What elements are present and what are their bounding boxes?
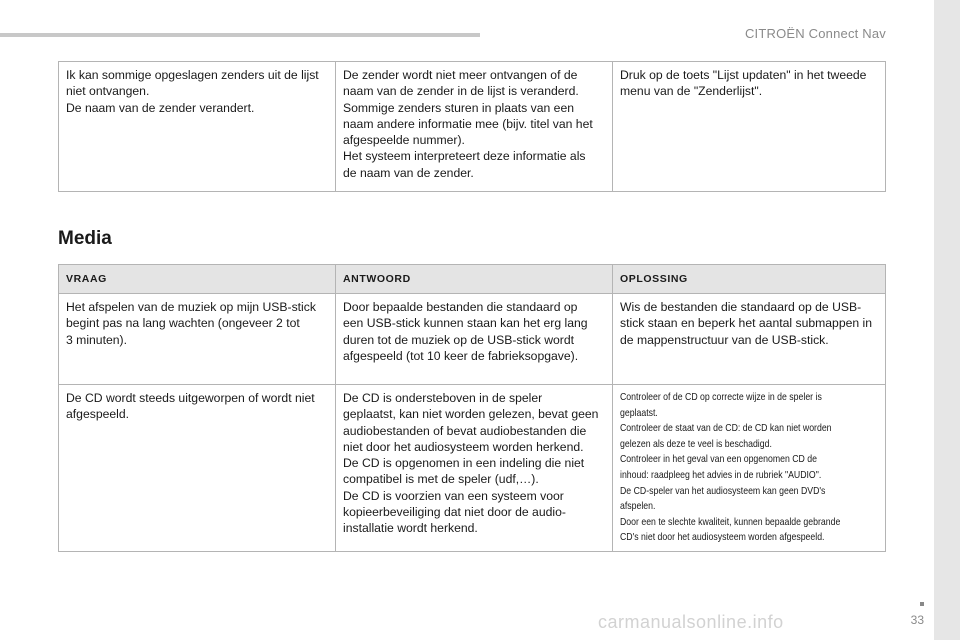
- section-title: Media: [58, 228, 112, 249]
- text-line: stick staan en beperk het aantal submappen in: [620, 316, 873, 331]
- text-line: de naam van de zender.: [343, 165, 474, 180]
- problem-cell: [59, 385, 336, 552]
- watermark: carmanualsonline.info: [598, 612, 784, 632]
- text-line: De CD is voorzien van een systeem voor: [343, 488, 564, 503]
- text-line: Het afspelen van de muziek op mijn USB-stick: [66, 300, 316, 314]
- text-line: inhoud: raadpleeg het advies in de rubriek "AUDIO".: [620, 469, 822, 481]
- text-line: De CD-speler van het audiosysteem kan geen DVD's: [620, 485, 826, 497]
- text-line: gelezen als deze te veel is beschadigd.: [620, 438, 772, 450]
- text-line: een USB-stick kunnen staan kan het erg lang: [343, 316, 588, 331]
- text-line: naam van de zender in de lijst is veranderd.: [343, 84, 579, 99]
- text-line: Controleer de staat van de CD: de CD kan niet worden: [620, 423, 832, 435]
- brand-title: CITROËN Connect Nav: [744, 26, 886, 41]
- text-line: niet door het audiosysteem worden herkend.: [343, 439, 584, 454]
- table-row: [59, 385, 886, 552]
- column-header-solution: OPLOSSING: [613, 265, 886, 294]
- solution-cell: [613, 62, 886, 192]
- text-line: afgespeeld.: [66, 407, 130, 422]
- answer-cell: [336, 385, 613, 552]
- text-line: Controleer of de CD op correcte wijze in de speler is: [620, 392, 822, 403]
- text-line: De CD is ondersteboven in de speler: [343, 391, 543, 405]
- condensed-text: [620, 390, 889, 546]
- text-line: CD's niet door het audiosysteem worden afgespeeld.: [620, 532, 825, 544]
- text-line: Druk op de toets "Lijst updaten" in het tweede: [620, 68, 867, 82]
- text-line: naam andere informatie mee (bijv. titel van het: [343, 116, 593, 131]
- side-strip: [934, 0, 960, 640]
- solution-cell: [613, 294, 886, 385]
- text-line: geplaatst.: [620, 407, 658, 419]
- text-line: compatibel is met de speler (udf,…).: [343, 472, 539, 487]
- text-line: De naam van de zender verandert.: [66, 100, 255, 115]
- text-line: De zender wordt niet meer ontvangen of de: [343, 68, 578, 82]
- media-table: [58, 264, 886, 552]
- text-line: Controleer in het geval van een opgenomen CD de: [620, 454, 818, 466]
- answer-cell: [336, 62, 613, 192]
- table-row: [59, 62, 886, 192]
- text-line: afgespeelde nummer).: [343, 133, 465, 148]
- problem-cell: [59, 62, 336, 192]
- header-rule: [0, 33, 480, 37]
- text-line: de mappenstructuur van de USB-stick.: [620, 332, 829, 347]
- text-line: kopieerbeveiliging dat niet door de audio-: [343, 505, 566, 520]
- text-line: Het systeem interpreteert deze informatie als: [343, 149, 586, 164]
- solution-cell: [613, 385, 886, 552]
- problem-cell: [59, 294, 336, 385]
- text-line: Sommige zenders sturen in plaats van een: [343, 100, 575, 115]
- text-line: afgespeeld (tot 10 keer de fabrieksopgave).: [343, 348, 579, 363]
- table-row: [59, 294, 886, 385]
- page-marker: [920, 602, 924, 606]
- column-header-question: VRAAG: [59, 265, 336, 294]
- text-line: Door een te slechte kwaliteit, kunnen bepaalde gebrande: [620, 516, 841, 528]
- text-line: afspelen.: [620, 501, 656, 513]
- text-line: duren tot de muziek op de USB-stick wordt: [343, 332, 574, 347]
- text-line: niet ontvangen.: [66, 84, 150, 99]
- text-line: Wis de bestanden die standaard op de USB-: [620, 300, 862, 314]
- column-header-answer: ANTWOORD: [336, 265, 613, 294]
- answer-cell: [336, 294, 613, 385]
- text-line: Door bepaalde bestanden die standaard op: [343, 300, 578, 314]
- text-line: geplaatst, kan niet worden gelezen, bevat geen: [343, 407, 599, 422]
- radio-table: [58, 61, 886, 192]
- text-line: De CD wordt steeds uitgeworpen of wordt niet: [66, 391, 315, 405]
- text-line: 3 minuten).: [66, 332, 127, 347]
- text-line: audiobestanden of bevat audiobestanden die: [343, 423, 587, 438]
- text-line: Ik kan sommige opgeslagen zenders uit de lijst: [66, 68, 319, 82]
- text-line: De CD is opgenomen in een indeling die niet: [343, 456, 585, 471]
- text-line: menu van de "Zenderlijst".: [620, 84, 763, 99]
- text-line: installatie wordt herkend.: [343, 521, 478, 536]
- page-number: 33: [910, 613, 924, 627]
- text-line: begint pas na lang wachten (ongeveer 2 tot: [66, 316, 300, 331]
- table-header-row: [59, 265, 886, 294]
